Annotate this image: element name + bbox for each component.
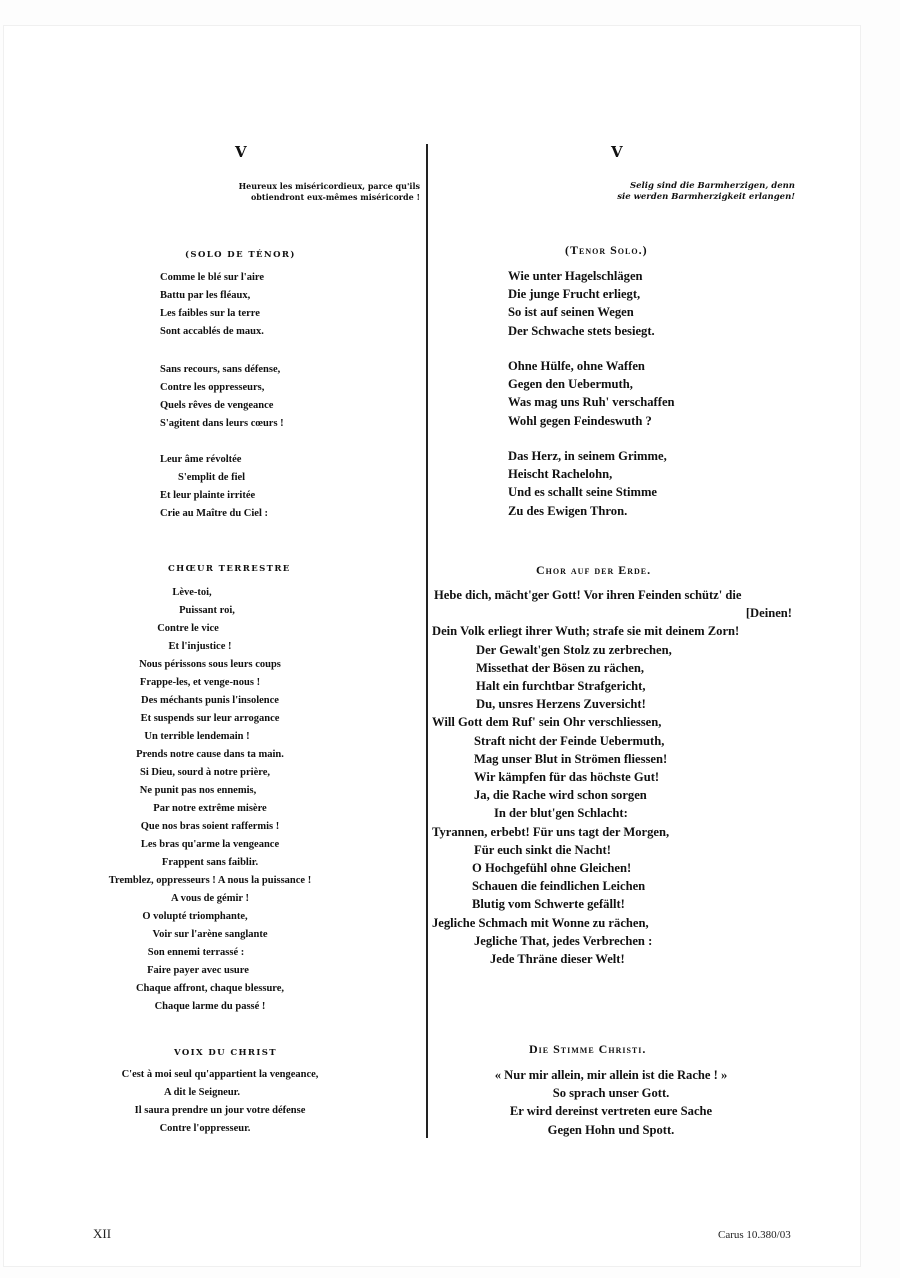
verse-line: Mag unser Blut in Strömen fliessen!: [474, 751, 668, 766]
verse-line: Prends notre cause dans ta main.: [136, 749, 284, 760]
left-choir-heading: CHŒUR TERRESTRE: [168, 564, 291, 574]
verse-line: Schauen die feindlichen Leichen: [472, 879, 646, 894]
verse-line: O Hochgefühl ohne Gleichen!: [472, 861, 632, 876]
verse-line: Tremblez, oppresseurs ! A nous la puissance !: [108, 875, 312, 886]
verse-line: Ja, die Rache wird schon sorgen: [474, 788, 647, 803]
verse-line: Si Dieu, sourd à notre prière,: [140, 767, 270, 778]
verse-line: Quels rêves de vengeance: [160, 400, 274, 411]
right-choir-verses: [432, 586, 792, 968]
verse-line: Chaque affront, chaque blessure,: [135, 983, 285, 994]
verse-line: Tyrannen, erbebt! Für uns tagt der Morgen,: [432, 824, 670, 839]
verse-line: Jede Thräne dieser Welt!: [490, 952, 625, 967]
verse-line: Voir sur l'arène sanglante: [152, 929, 268, 940]
left-solo-heading: (SOLO DE TÉNOR): [185, 250, 296, 260]
verse-line: C'est à moi seul qu'appartient la vengeance,: [121, 1069, 319, 1080]
verse-line: Er wird dereinst vertreten eure Sache: [509, 1104, 713, 1119]
left-motto-line: Heureux les miséricordieux, parce qu'ils: [238, 181, 420, 191]
verse-line: Gegen den Uebermuth,: [508, 377, 633, 392]
left-christ-heading: VOIX DU CHRIST: [174, 1048, 278, 1058]
verse-line: Et suspends sur leur arrogance: [140, 713, 280, 724]
verse-line: Par notre extrême misère: [153, 803, 267, 814]
verse-line: Puissant roi,: [179, 605, 235, 616]
verse-line-continuation: [Deinen!: [745, 606, 792, 621]
verse-line: Un terrible lendemain !: [144, 731, 250, 742]
verse-line: Zu des Ewigen Thron.: [508, 503, 628, 518]
verse-line: Was mag uns Ruh' verschaffen: [508, 395, 675, 410]
verse-line: Chaque larme du passé !: [154, 1001, 266, 1012]
verse-line: Comme le blé sur l'aire: [160, 272, 265, 283]
verse-line: Les bras qu'arme la vengeance: [140, 839, 280, 850]
right-christ-heading: Die Stimme Christi.: [529, 1042, 647, 1056]
catalog-number: Carus 10.380/03: [718, 1229, 791, 1241]
verse-line: Wohl gegen Feindeswuth ?: [508, 413, 652, 428]
verse-line: Battu par les fléaux,: [160, 290, 251, 301]
left-solo-stanza-1: [160, 269, 264, 341]
right-solo-stanza-2: [508, 357, 675, 430]
verse-line: Wie unter Hagelschlägen: [508, 269, 643, 283]
verse-line: Der Gewalt'gen Stolz zu zerbrechen,: [476, 642, 672, 657]
verse-line: In der blut'gen Schlacht:: [494, 806, 628, 821]
verse-line: So sprach unser Gott.: [552, 1086, 670, 1101]
verse-line: Frappent sans faiblir.: [161, 857, 259, 868]
left-motto: [200, 181, 420, 203]
left-choir-verses: [0, 584, 420, 1016]
verse-line: Heischt Rachelohn,: [508, 467, 613, 482]
verse-line: Das Herz, in seinem Grimme,: [508, 449, 667, 463]
verse-line: Les faibles sur la terre: [160, 308, 260, 319]
verse-line: Jegliche That, jedes Verbrechen :: [474, 933, 653, 948]
verse-line: Missethat der Bösen zu rächen,: [476, 660, 645, 675]
verse-line: So ist auf seinen Wegen: [508, 305, 634, 320]
column-divider: [426, 144, 428, 1138]
verse-line: Son ennemi terrassé :: [147, 947, 245, 958]
verse-line: Sans recours, sans défense,: [160, 364, 281, 375]
right-christ-verses: [436, 1066, 786, 1139]
left-solo-stanza-3: [160, 451, 268, 523]
verse-line: Gegen Hohn und Spott.: [547, 1122, 675, 1137]
right-movement-number: V: [611, 143, 624, 161]
verse-line: Straft nicht der Feinde Uebermuth,: [474, 733, 665, 748]
verse-line: Contre l'oppresseur.: [159, 1123, 251, 1134]
verse-line: Contre les oppresseurs,: [160, 382, 265, 393]
verse-line: Hebe dich, mächt'ger Gott! Vor ihren Feinden schütz' die: [434, 588, 742, 602]
verse-line: Die junge Frucht erliegt,: [508, 287, 641, 302]
verse-line: Nous périssons sous leurs coups: [139, 659, 281, 670]
verse-line: « Nur mir allein, mir allein ist die Rache ! »: [494, 1068, 728, 1082]
right-motto-line: Selig sind die Barmherzigen, denn: [630, 181, 795, 191]
verse-line: Contre le vice: [157, 623, 219, 634]
verse-line: Des méchants punis l'insolence: [141, 695, 279, 706]
right-solo-heading: (Tenor Solo.): [565, 243, 648, 257]
verse-line: Will Gott dem Ruf' sein Ohr verschliessen,: [432, 715, 662, 730]
verse-line: Que nos bras soient raffermis !: [140, 821, 280, 832]
verse-line: O volupté triomphante,: [142, 911, 248, 922]
right-motto: [540, 181, 795, 203]
verse-line: Jegliche Schmach mit Wonne zu rächen,: [432, 915, 649, 930]
left-christ-verses: [0, 1066, 440, 1138]
verse-line: Ne punit pas nos ennemis,: [139, 785, 257, 796]
verse-line: Du, unsres Herzens Zuversicht!: [476, 697, 646, 712]
verse-line: Sont accablés de maux.: [160, 326, 264, 337]
verse-line: Et leur plainte irritée: [160, 490, 256, 501]
verse-line: Lève-toi,: [172, 587, 212, 598]
right-motto-line: sie werden Barmherzigkeit erlangen!: [617, 192, 795, 202]
verse-line: Dein Volk erliegt ihrer Wuth; strafe sie mit deinem Zorn!: [432, 624, 740, 639]
right-solo-stanza-3: [508, 447, 667, 520]
verse-line: S'agitent dans leurs cœurs !: [160, 418, 284, 429]
verse-line: Blutig vom Schwerte gefällt!: [472, 897, 625, 912]
page-number: XII: [93, 1226, 112, 1241]
verse-line: Und es schallt seine Stimme: [508, 485, 658, 500]
verse-line: Der Schwache stets besiegt.: [508, 323, 655, 338]
verse-line: A dit le Seigneur.: [163, 1087, 241, 1098]
verse-line: Crie au Maître du Ciel :: [160, 508, 268, 519]
verse-line: Ohne Hülfe, ohne Waffen: [508, 359, 645, 373]
verse-line: Et l'injustice !: [168, 641, 232, 652]
left-solo-stanza-2: [160, 361, 284, 433]
verse-line: Frappe-les, et venge-nous !: [139, 677, 261, 688]
left-motto-line: obtiendront eux-mêmes miséricorde !: [250, 192, 420, 202]
verse-line: Il saura prendre un jour votre défense: [134, 1105, 306, 1116]
verse-line: S'emplit de fiel: [178, 472, 246, 483]
verse-line: Faire payer avec usure: [147, 965, 249, 976]
verse-line: Wir kämpfen für das höchste Gut!: [474, 770, 660, 785]
verse-line: Leur âme révoltée: [160, 454, 242, 465]
right-choir-heading: Chor auf der Erde.: [536, 563, 652, 577]
verse-line: Halt ein furchtbar Strafgericht,: [476, 679, 646, 694]
verse-line: A vous de gémir !: [171, 893, 249, 904]
left-movement-number: V: [235, 143, 248, 161]
verse-line: Für euch sinkt die Nacht!: [474, 842, 611, 857]
right-solo-stanza-1: [508, 267, 655, 340]
